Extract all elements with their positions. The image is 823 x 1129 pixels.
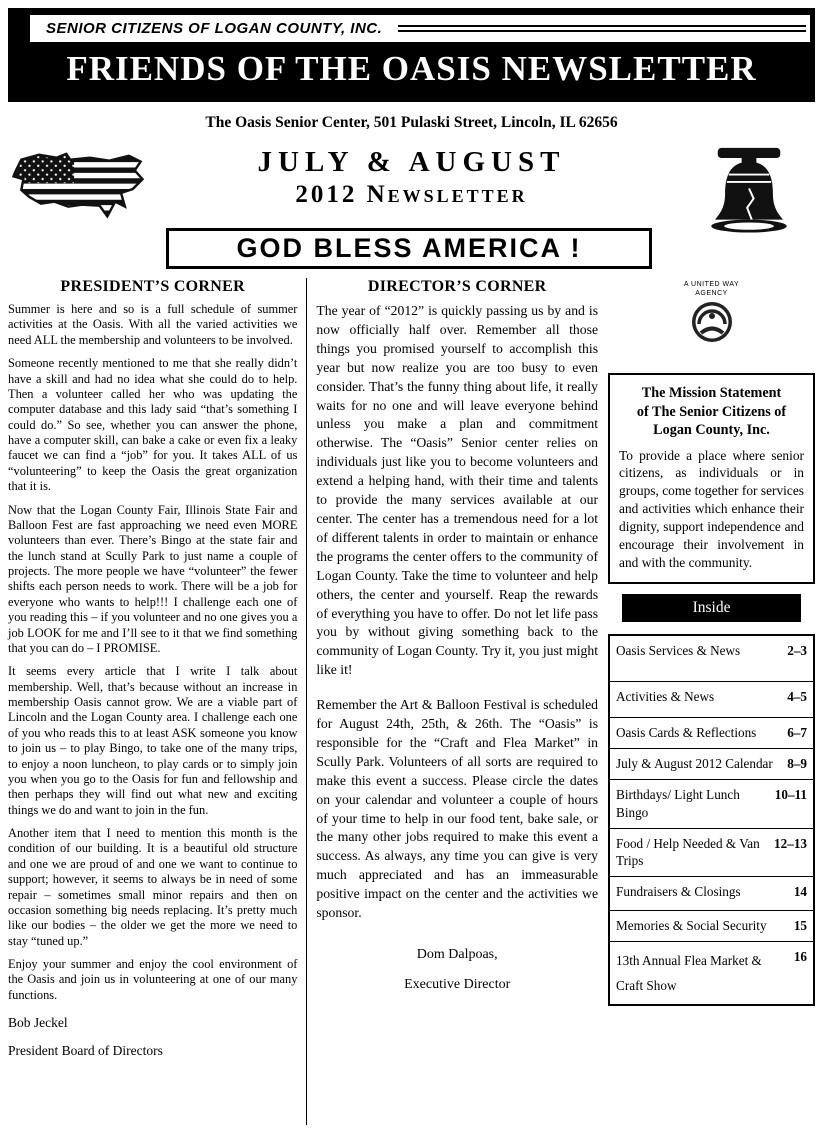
toc-pages: 14 bbox=[793, 884, 807, 900]
presidents-corner bbox=[8, 278, 297, 1125]
toc-row bbox=[610, 780, 813, 829]
org-name: SENIOR CITIZENS OF LOGAN COUNTY, INC. bbox=[46, 20, 383, 37]
liberty-bell-icon bbox=[703, 146, 795, 240]
united-way-caption-2: AGENCY bbox=[695, 290, 728, 298]
united-way-logo-icon bbox=[608, 300, 815, 349]
table-of-contents bbox=[608, 634, 815, 1006]
director-signature: Dom Dalpoas, bbox=[416, 947, 498, 962]
paragraph: Another item that I need to mention this month is the condition of our building. It is a beautiful old structure and one we are proud of and one we want to continue to support; however, it seems to always be in need of some repair – sometimes small minor repairs and then on occasion something big needs replacing. It’s pretty much like our bodies – the older we get the more we need to stay “tuned up.” bbox=[8, 826, 298, 948]
toc-row bbox=[610, 942, 813, 1004]
toc-label: July & August 2012 Calendar bbox=[616, 756, 773, 772]
inside-label: Inside bbox=[622, 594, 801, 622]
newsletter-title: FRIENDS OF THE OASIS NEWSLETTER bbox=[66, 49, 757, 88]
toc-row bbox=[610, 911, 813, 942]
presidents-corner-heading: PRESIDENT’S CORNER bbox=[60, 278, 245, 295]
paragraph: Remember the Art & Balloon Festival is scheduled for August 24th, 25th, & 26th. The “Oasis” is responsible for the “Craft and Flea Market” in Scully Park. Volunteers of all sorts are required to make this event a success. Please circle the dates on your calendar and volunteer a couple of hours of your time to help in our food tent, bake sale, or the many other jobs required to make this event a success. As always, any time you can give is very much appreciated and has an immeasurable positive impact on the center and the activities we sponsor. bbox=[316, 697, 599, 921]
toc-label: Oasis Services & News bbox=[616, 643, 741, 659]
masthead bbox=[8, 8, 815, 102]
toc-row bbox=[610, 718, 813, 749]
toc-label: Memories & Social Security bbox=[616, 918, 767, 934]
paragraph: The year of “2012” is quickly passing us by and is now officially half over. Remember all those things you promised yourself to accomplish this year but now realize you are too busy to even consider. That’s the funny thing about life, it really waits for no one and will leave everyone behind unless you make a plan and commitment otherwise. The “Oasis” Senior center relies on individuals just like you to become volunteers and extend a helping hand, with their time and talents to provide the many services available at our center. The center has a tremendous need for a lot of different talents in order to maintain or enhance the programs the center offers to the community of Logan County. Take the time to volunteer and help others, the center and yourself. Reap the rewards of everything you have to offer. Do not let life pass you by without giving something back to the community of Logan County. Try it, you just might like it! bbox=[316, 303, 599, 678]
content-columns bbox=[8, 278, 815, 1125]
usa-flag-map-icon bbox=[8, 146, 150, 232]
directors-corner bbox=[316, 278, 598, 1125]
toc-label: 13th Annual Flea Market & Craft Show bbox=[616, 953, 762, 994]
toc-label: Activities & News bbox=[616, 689, 715, 705]
director-signature-title: Executive Director bbox=[404, 977, 511, 992]
toc-label: Fundraisers & Closings bbox=[616, 884, 741, 900]
toc-label: Birthdays/ Light Lunch Bingo bbox=[616, 786, 740, 820]
toc-label: Food / Help Needed & Van Trips bbox=[616, 835, 760, 869]
center-address: The Oasis Senior Center, 501 Pulaski Street, Lincoln, IL 62656 bbox=[205, 114, 618, 131]
mission-statement-box bbox=[608, 373, 815, 584]
column-divider bbox=[306, 278, 307, 1125]
masthead-rule bbox=[398, 25, 806, 32]
mission-heading-line2: of The Senior Citizens of bbox=[636, 403, 787, 420]
paragraph: It seems every article that I write I talk about membership. Well, that’s because without an increase in membership Oasis cannot grow. We are a viable part of Lincoln and the Logan County area. I challenge each one of you who reads this to at least ASK someone you know to join us – to play Bingo, to take one of the many trips, to enjoy a noon luncheon, to play cards or to simply join you when you go to the Oasis for fun and fellowship and then perhaps they will find out what new and exciting things we do and want to join in the fun. bbox=[8, 664, 298, 817]
toc-pages: 16 bbox=[793, 949, 807, 965]
god-bless-america-banner bbox=[166, 228, 652, 269]
toc-pages: 8–9 bbox=[787, 756, 807, 772]
mission-heading-line1: The Mission Statement bbox=[641, 385, 782, 402]
toc-row bbox=[610, 877, 813, 911]
toc-pages: 15 bbox=[793, 918, 807, 934]
paragraph: Someone recently mentioned to me that she really didn’t have a skill and had no idea what she could do to help. Then a volunteer called her who was updating the computer database and this lady said “that’s something I could do.” So see, whether you can answer the phone, have a computer skill, can bake a cake or even fix a leaky faucet we can find a “job” for you. It takes ALL of us “volunteering” to keep the Oasis the great organization that it is. bbox=[8, 356, 298, 494]
toc-row bbox=[610, 682, 813, 718]
paragraph: Enjoy your summer and enjoy the cool environment of the Oasis and join us in volunteering at one of our many functions. bbox=[8, 957, 298, 1002]
mission-body: To provide a place where senior citizens, as individuals or in groups, come together for services and activities which enhance their dignity, support independence and encourage their involvement in and with the community. bbox=[619, 447, 804, 570]
united-way-block bbox=[608, 280, 815, 349]
issue-months: JULY & AUGUST bbox=[257, 146, 566, 178]
toc-row bbox=[610, 749, 813, 780]
toc-pages: 4–5 bbox=[787, 689, 807, 705]
paragraph: Summer is here and so is a full schedule of summer activities at the Oasis. With all the varied activities we need ALL the membership and volunteers to be involved. bbox=[8, 302, 298, 347]
org-strip bbox=[30, 15, 810, 42]
directors-corner-heading: DIRECTOR’S CORNER bbox=[367, 278, 547, 295]
toc-label: Oasis Cards & Reflections bbox=[616, 725, 757, 741]
toc-pages: 12–13 bbox=[774, 835, 807, 851]
united-way-caption-1: A UNITED WAY bbox=[683, 281, 740, 288]
president-signature-title: President Board of Directors bbox=[8, 1043, 163, 1059]
banner-text: GOD BLESS AMERICA ! bbox=[236, 233, 582, 263]
toc-pages: 6–7 bbox=[787, 725, 807, 741]
issue-year: 2012 Newsletter bbox=[295, 181, 528, 208]
sidebar bbox=[608, 278, 815, 1125]
toc-pages: 2–3 bbox=[787, 643, 807, 659]
toc-row bbox=[610, 829, 813, 878]
toc-pages: 10–11 bbox=[774, 786, 807, 802]
mission-heading-line3: Logan County, Inc. bbox=[653, 422, 770, 439]
president-signature: Bob Jeckel bbox=[8, 1015, 68, 1031]
toc-row bbox=[610, 636, 813, 682]
paragraph: Now that the Logan County Fair, Illinois State Fair and Balloon Fest are fast approaching we need even MORE volunteers than ever. There’s Bingo at the state fair and the lunch stand at Scully Park to just name a couple of projects. The more people we have “volunteer” the fewer shifts each person needs to work. There will be a job for everyone who wants to help!!! I challenge each one of you reading this – if you volunteer and no one gives you a job LOOK for me and I’ll see to it that we find something that you can do – I PROMISE. bbox=[8, 502, 298, 655]
